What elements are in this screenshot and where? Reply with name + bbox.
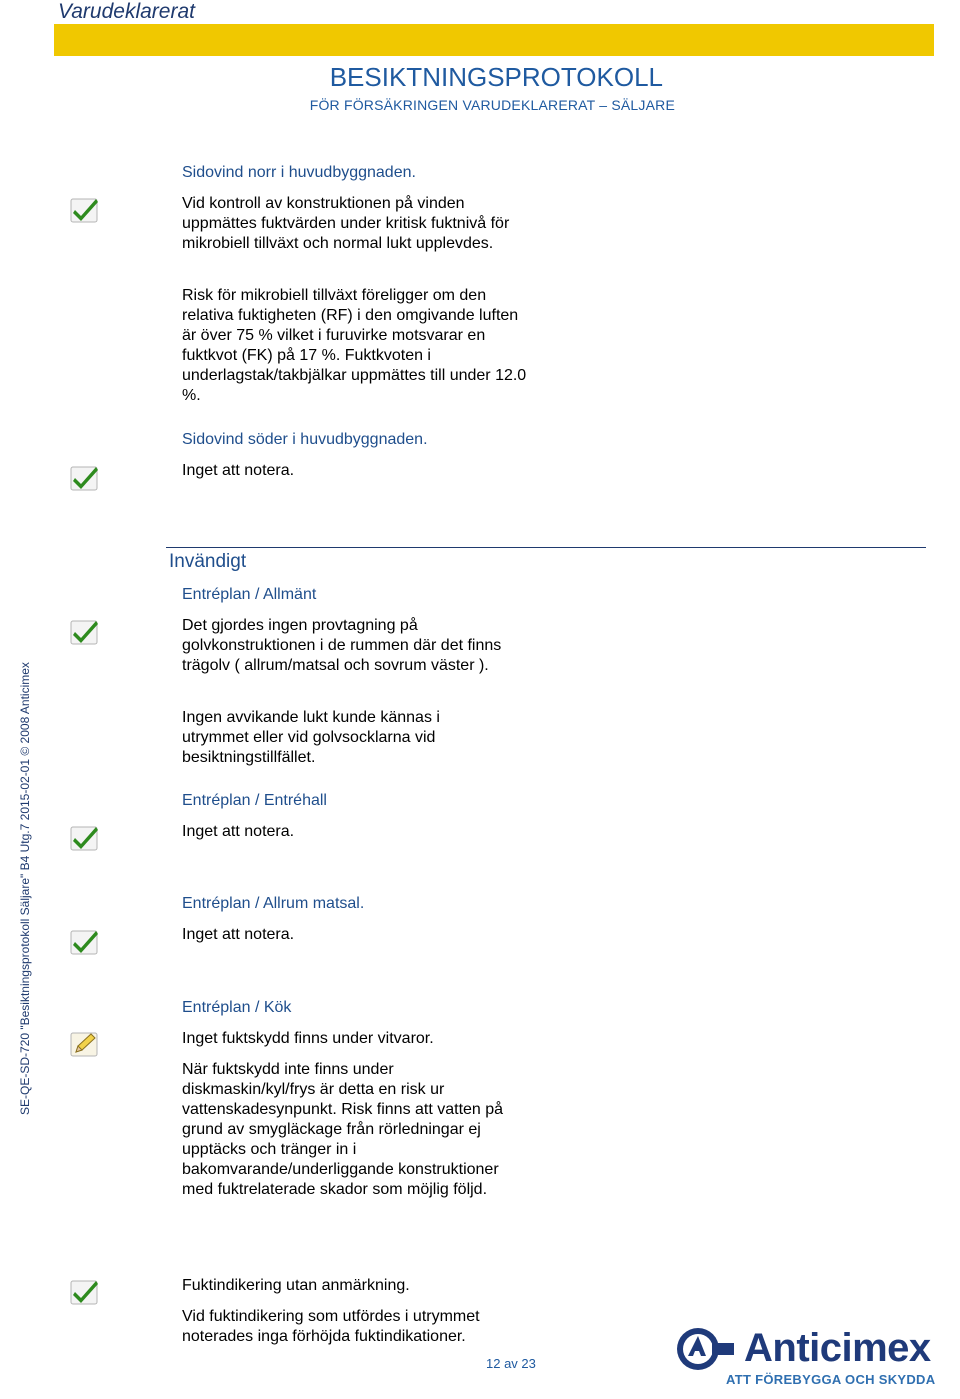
item-heading: Sidovind söder i huvudbyggnaden.: [182, 431, 428, 448]
item-text: När fuktskydd inte finns under diskmaskin/kyl/frys är detta en risk ur vattenskadesynpunkt. Risk finns att vatten på grund av smygläckage från rörledningar ej upptäcks och tränger in i bakomvarande/underliggande konstruktioner med fuktrelaterade skador som möjlig följd.: [182, 1061, 504, 1198]
checkmark-icon: [70, 1278, 100, 1306]
logo-slogan: ATT FÖREBYGGA OCH SKYDDA: [726, 1372, 936, 1387]
section-divider: [166, 547, 926, 548]
item-text: Fuktindikering utan anmärkning.: [182, 1277, 410, 1294]
item-text: Inget att notera.: [182, 823, 295, 840]
checkmark-icon: [70, 196, 100, 224]
anticimex-emblem-icon: [668, 1326, 738, 1372]
page-number: 12 av 23: [486, 1356, 536, 1371]
side-document-code: SE-QE-SD-720 "Besiktningsprotokoll Säljare" B4 Utg.7 2015-02-01 © 2008 Anticimex: [18, 662, 32, 1115]
item-text: Inget fuktskydd finns under vitvaror.: [182, 1030, 434, 1047]
item-text: Inget att notera.: [182, 926, 295, 943]
section-heading: Invändigt: [169, 551, 247, 572]
page-title: BESIKTNINGSPROTOKOLL: [329, 62, 663, 92]
item-text: Risk för mikrobiell tillväxt föreligger om den relativa fuktigheten (RF) i den omgivande luften är över 75 % vilket i furuvirke motsvarar en fuktkvot (FK) på 17 %. Fuktkvoten i underlagstak/takbjälkar uppmättes till under 12.0 %.: [182, 287, 527, 404]
page-subtitle: FÖR FÖRSÄKRINGEN VARUDEKLARERAT – SÄLJARE: [309, 97, 675, 113]
item-heading: Entréplan / Allmänt: [182, 586, 317, 603]
item-heading: Entréplan / Entréhall: [182, 792, 327, 809]
checkmark-icon: [70, 824, 100, 852]
item-heading: Entréplan / Allrum matsal.: [182, 895, 365, 912]
checkmark-icon: [70, 928, 100, 956]
checkmark-icon: [70, 464, 100, 492]
item-heading: Entréplan / Kök: [182, 999, 292, 1016]
item-heading: Sidovind norr i huvudbyggnaden.: [182, 164, 416, 181]
document-label: Varudeklarerat: [58, 0, 195, 23]
logo-wordmark: Anticimex: [744, 1326, 931, 1370]
anticimex-logo: [668, 1326, 948, 1390]
checkmark-icon: [70, 618, 100, 646]
item-text: Vid kontroll av konstruktionen på vinden uppmättes fuktvärden under kritisk fuktnivå för mikrobiell tillväxt och normal lukt upplevdes.: [182, 195, 510, 252]
item-text: Vid fuktindikering som utfördes i utrymmet noterades inga förhöjda fuktindikationer.: [182, 1308, 480, 1345]
item-text: Ingen avvikande lukt kunde kännas i utrymmet eller vid golvsocklarna vid besiktningstillfället.: [182, 709, 440, 766]
item-text: Det gjordes ingen provtagning på golvkonstruktionen i de rummen där det finns trägolv ( allrum/matsal och sovrum väster ).: [182, 617, 502, 674]
item-text: Inget att notera.: [182, 462, 295, 479]
pencil-icon: [70, 1030, 100, 1058]
header-bar: [54, 24, 934, 56]
